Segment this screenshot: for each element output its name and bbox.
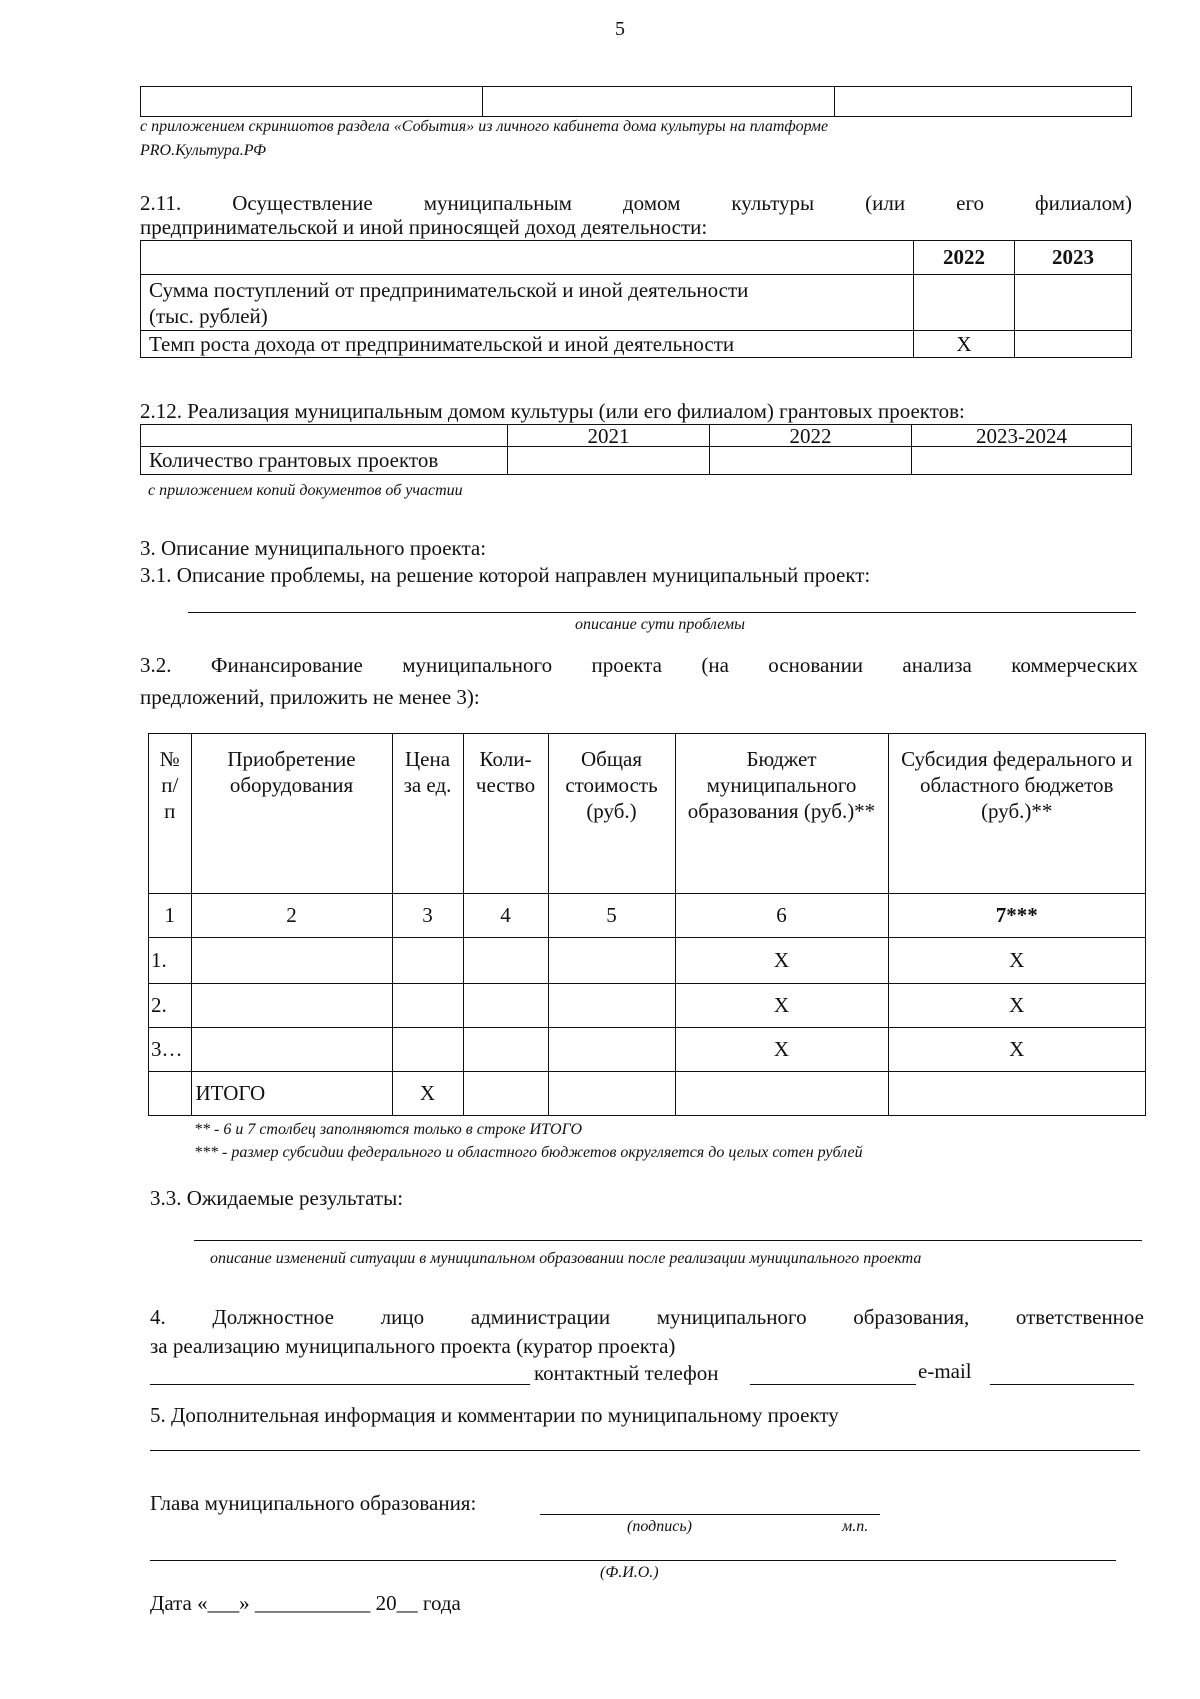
col-quantity-header: Коли-чество — [463, 734, 548, 894]
additional-info-line — [150, 1450, 1140, 1451]
col-subsidy-header: Субсидия федерального и областного бюджетов (руб.)** — [888, 734, 1146, 894]
section-4-title-2: за реализацию муниципального проекта (куратор проекта) — [150, 1334, 676, 1358]
footnote-1: ** - 6 и 7 столбец заполняются только в строке ИТОГО — [194, 1121, 583, 1138]
head-label: Глава муниципального образования: — [150, 1491, 477, 1515]
total-row — [149, 1072, 1146, 1116]
col-equipment-header: Приобретение оборудования — [191, 734, 392, 894]
stamp-mark: м.п. — [842, 1518, 869, 1535]
top-table-fragment — [140, 86, 1132, 117]
col-2022-header: 2022 — [914, 241, 1015, 275]
footnote-2: *** - размер субсидии федерального и областного бюджетов округляется до целых сотен рублей — [194, 1144, 863, 1161]
row-number: 1. — [149, 938, 192, 984]
date-line: Дата «___» ___________ 20__ года — [150, 1591, 461, 1615]
row-c7: X — [888, 938, 1146, 984]
curator-name-line — [150, 1384, 530, 1385]
table-row — [149, 938, 1146, 984]
row-number: 3… — [149, 1028, 192, 1072]
section-2-11-title-2: предпринимательской и иной приносящей доход деятельности: — [140, 215, 708, 239]
page-number: 5 — [615, 18, 625, 40]
row-c6: X — [675, 984, 888, 1028]
section-5-title: 5. Дополнительная информация и комментарии по муниципальному проекту — [150, 1403, 839, 1427]
fio-line — [150, 1560, 1116, 1561]
total-label: ИТОГО — [191, 1072, 392, 1116]
section-3-2-title-2: предложений, приложить не менее 3): — [140, 685, 480, 709]
section-3-3-title: 3.3. Ожидаемые результаты: — [150, 1186, 404, 1210]
num-7: 7*** — [888, 894, 1146, 938]
num-4: 4 — [463, 894, 548, 938]
row-number: 2. — [149, 984, 192, 1028]
income-table — [140, 240, 1132, 358]
section-2-11-title: 2.11. Осуществление муниципальным домом культуры (или его филиалом) — [140, 191, 1132, 215]
row-c7: X — [888, 984, 1146, 1028]
row-c6: X — [675, 938, 888, 984]
financing-table — [148, 733, 1146, 1116]
email-line — [990, 1384, 1134, 1385]
col-number-header: № п/п — [149, 734, 192, 894]
growth-2022-cell: X — [914, 331, 1015, 358]
total-price-cell: X — [392, 1072, 463, 1116]
phone-line — [750, 1384, 916, 1385]
table-row — [149, 984, 1146, 1028]
top-note-2: PRO.Культура.РФ — [140, 142, 267, 159]
col-2023-2024-header: 2023-2024 — [912, 425, 1132, 447]
col-total-cost-header: Общая стоимость (руб.) — [548, 734, 675, 894]
col-price-header: Цена за ед. — [392, 734, 463, 894]
income-row-label-2: (тыс. рублей) — [149, 303, 268, 328]
section-4-title: 4. Должностное лицо администрации муниципального образования, ответственное — [150, 1305, 1144, 1329]
email-label: e-mail — [918, 1359, 972, 1383]
top-note: с приложением скриншотов раздела «События» из личного кабинета дома культуры на платформе — [140, 118, 829, 135]
col-2021-header: 2021 — [508, 425, 710, 447]
problem-caption: описание сути проблемы — [575, 616, 745, 633]
table-row — [149, 1028, 1146, 1072]
section-3-2-title: 3.2. Финансирование муниципального проекта (на основании анализа коммерческих — [140, 653, 1138, 677]
row-c6: X — [675, 1028, 888, 1072]
grants-row-label: Количество грантовых проектов — [141, 447, 508, 475]
num-2: 2 — [191, 894, 392, 938]
section-3-1-title: 3.1. Описание проблемы, на решение которой направлен муниципальный проект: — [140, 563, 871, 587]
col-2022-header: 2022 — [710, 425, 912, 447]
num-5: 5 — [548, 894, 675, 938]
results-caption: описание изменений ситуации в муниципальном образовании после реализации муниципального проекта — [210, 1250, 922, 1267]
fio-caption: (Ф.И.О.) — [600, 1564, 659, 1581]
col-2023-header: 2023 — [1015, 241, 1132, 275]
num-6: 6 — [675, 894, 888, 938]
problem-line — [188, 612, 1136, 613]
num-3: 3 — [392, 894, 463, 938]
results-line — [194, 1240, 1142, 1241]
section-3-title: 3. Описание муниципального проекта: — [140, 536, 487, 560]
growth-row-label: Темп роста дохода от предпринимательской и иной деятельности — [141, 331, 914, 358]
signature-line — [540, 1514, 880, 1515]
phone-label: контактный телефон — [534, 1361, 719, 1385]
col-municipal-budget-header: Бюджет муниципального образования (руб.)** — [675, 734, 888, 894]
section-2-12-title: 2.12. Реализация муниципальным домом культуры (или его филиалом) грантовых проектов: — [140, 399, 965, 423]
num-1: 1 — [149, 894, 192, 938]
grants-note: с приложением копий документов об участии — [148, 482, 463, 499]
signature-caption: (подпись) — [627, 1518, 692, 1535]
row-c7: X — [888, 1028, 1146, 1072]
income-row-label: Сумма поступлений от предпринимательской и иной деятельности — [149, 277, 749, 302]
grants-table — [140, 424, 1132, 475]
